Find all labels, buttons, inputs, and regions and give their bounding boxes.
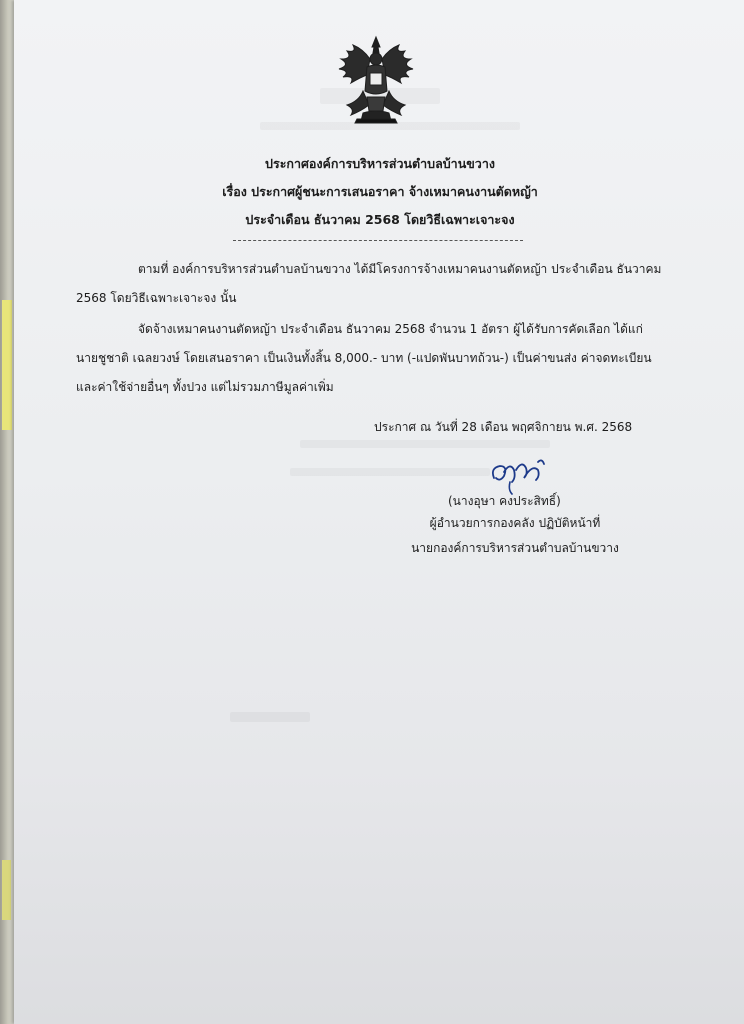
show-through-mark <box>300 440 550 448</box>
title-line-3: ประจำเดือน ธันวาคม 2568 โดยวิธีเฉพาะเจาะจง <box>245 212 515 227</box>
paragraph-1 <box>76 255 676 313</box>
position-line-2: นายกองค์การบริหารส่วนตำบลบ้านขวาง <box>411 541 619 555</box>
paragraph-2-line-1: จัดจ้างเหมาคนงานตัดหญ้า ประจำเดือน ธันวาคม 2568 จำนวน 1 อัตรา ผู้ได้รับการคัดเลือก ได้แก่ <box>138 322 643 336</box>
announcement-date: ประกาศ ณ วันที่ 28 เดือน พฤศจิกายน พ.ศ. 2568 <box>374 420 633 434</box>
garuda-emblem-icon <box>333 35 419 125</box>
show-through-mark <box>230 712 310 722</box>
yellow-tab-marker-lower <box>2 860 11 920</box>
paragraph-2 <box>76 315 676 402</box>
title-line-2: เรื่อง ประกาศผู้ชนะการเสนอราคา จ้างเหมาคนงานตัดหญ้า <box>222 184 538 199</box>
position-line-1: ผู้อำนวยการกองคลัง ปฏิบัติหน้าที่ <box>429 516 601 530</box>
title-divider <box>233 240 523 241</box>
paragraph-1-line-2: 2568 โดยวิธีเฉพาะเจาะจง นั้น <box>76 291 237 305</box>
signer-name: (นางอุษา คงประสิทธิ์) <box>448 494 561 508</box>
yellow-tab-marker <box>2 300 12 430</box>
left-binder-edge <box>0 0 14 1024</box>
paragraph-2-line-3: และค่าใช้จ่ายอื่นๆ ทั้งปวง แต่ไม่รวมภาษีมูลค่าเพิ่ม <box>76 380 334 394</box>
show-through-mark <box>290 468 490 476</box>
paragraph-2-line-2: นายชูชาติ เฉลยวงษ์ โดยเสนอราคา เป็นเงินทั้งสิ้น 8,000.- บาท (-แปดพันบาทถ้วน-) เป็นค่าขนส่ง ค่าจดทะเบียน <box>76 351 652 365</box>
paragraph-1-line-1: ตามที่ องค์การบริหารส่วนตำบลบ้านขวาง ได้มีโครงการจ้างเหมาคนงานตัดหญ้า ประจำเดือน ธันวาคม <box>138 262 662 276</box>
announcement-title <box>150 150 610 234</box>
title-line-1: ประกาศองค์การบริหารส่วนตำบลบ้านขวาง <box>265 156 495 171</box>
signer-position <box>400 511 630 561</box>
